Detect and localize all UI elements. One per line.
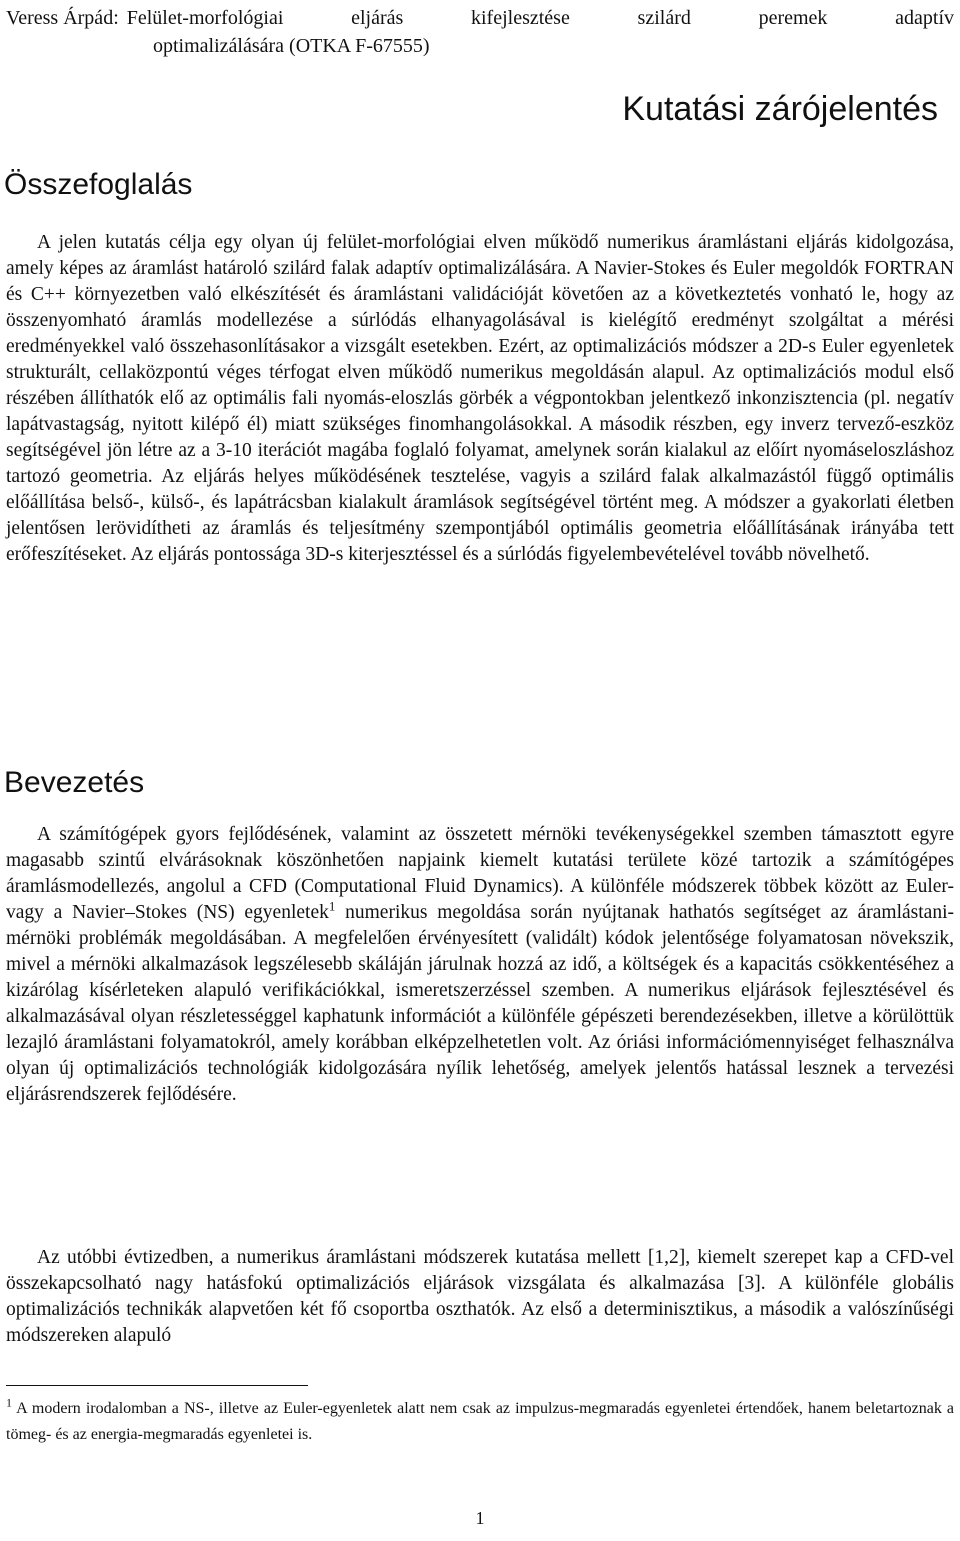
running-header bbox=[6, 4, 954, 60]
footnote-text: A modern irodalomban a NS-, illetve az Euler-egyenletek alatt nem csak az impulzus-megmaradás egyenletei értendőek, hanem beletartoznak a tömeg- és az energia-megmaradás egyenletei is. bbox=[6, 1400, 954, 1443]
intro-heading: Bevezetés bbox=[4, 766, 145, 799]
intro-p1-text-b: numerikus megoldása során nyújtanak hathatós segítséget az áramlástani-mérnöki problémák megoldásában. A megfelelően érvényesített (validált) kódok jelentősége folyamatosan növekszik, mivel a mérnöki alkalmazások legszélesebb skáláján járulnak hozzá az idő, a költségek és a kapacitás csökkentéséhez a kizárólag kísérleteken alapuló verifikációkkal, ismeretszerzéssel szemben. A numerikus eljárások fejlesztésével és alkalmazásával olyan részletességgel kaphatunk információt a különféle gépészeti berendezésekben, illetve a körülöttük lezajló áramlástani folyamatokról, amely korábban elképzelhetetlen volt. Az óriási információmennyiséget felhasználva olyan új optimalizációs technológiák kidolgozására nyílik lehetőség, amelyek jelentős hatással lesznek a tervezési eljárásrendszerek fejlődésére. bbox=[6, 902, 954, 1105]
page-number: 1 bbox=[475, 1508, 485, 1528]
footnote-marker: 1 bbox=[6, 1395, 12, 1410]
summary-heading: Összefoglalás bbox=[4, 168, 193, 201]
footnote bbox=[6, 1396, 954, 1448]
intro-p1-text-a: A számítógépek gyors fejlődésének, valamint az összetett mérnöki tevékenységekkel szemben támasztott egyre magasabb szintű elvárásoknak köszönhetően napjaink kiemelt kutatási területe közé tartozik a számítógépes áramlásmodellezés, angolul a CFD (Computational Fluid Dynamics). A különféle módszerek többek között az Euler- vagy a Navier–Stokes (NS) egyenletek bbox=[6, 824, 954, 923]
footnote-reference[interactable]: 1 bbox=[328, 898, 336, 914]
intro-paragraph-2: Az utóbbi évtizedben, a numerikus áramlástani módszerek kutatása mellett [1,2], kiemelt szerepet kap a CFD-vel összekapcsolható nagy hatásfokú optimalizációs eljárások vizsgálata és alkalmazása [3]. A különféle globális optimalizációs technikák alapvetően két fő csoportba oszthatók. Az első a determinisztikus, a második a valószínűségi módszereken alapuló bbox=[6, 1247, 954, 1346]
document-title: Kutatási zárójelentés bbox=[622, 90, 938, 128]
header-title-line2: optimalizálására (OTKA F-67555) bbox=[153, 35, 430, 57]
footnote-divider bbox=[6, 1385, 308, 1386]
header-title-line1: Felület-morfológiai eljárás kifejlesztése szilárd peremek adaptív bbox=[126, 7, 954, 29]
header-author: Veress Árpád: bbox=[6, 7, 119, 29]
intro-paragraph-1 bbox=[6, 822, 954, 1108]
summary-paragraph: A jelen kutatás célja egy olyan új felület-morfológiai elven működő numerikus áramlástani eljárás kidolgozása, amely képes az áramlást határoló szilárd falak adaptív optimalizálására. A Navier-Stokes és Euler megoldók FORTRAN és C++ környezetben való elkészítését és áramlástani validációját követően az a következtetés vonható le, hogy az összenyomható áramlás modellezése a súrlódás elhanyagolásával is kielégítő eredményt szolgáltat a mérési eredményekkel való összehasonlításakor a vizsgált esetekben. Ezért, az optimalizációs módszer a 2D-s Euler egyenletek strukturált, cellaközpontú véges térfogat elven működő numerikus megoldásán alapul. Az optimalizációs modul első részében állíthatók elő az optimális fali nyomás-eloszlás görbék a végpontokban jelentkező inkonzisztencia (pl. negatív lapátvastagság, nyitott kilépő él) miatt szükséges finomhangolásokkal. A második részben, egy inverz tervező-eszköz segítségével jön létre az a 3-10 iterációt magába foglaló folyamat, amelynek során kialakul az előírt nyomáseloszláshoz tartozó geometria. Az eljárás helyes működésének tesztelése, vagyis a szilárd falak alkalmazástól függő optimális előállítása belső-, külső-, és lapátrácsban kialakult áramlások segítségével történt meg. A módszer a gyakorlati életben jelentősen lerövidítheti az áramlás és teljesítmény szempontjából optimális geometria előállításának irányába tett erőfeszítéseket. Az eljárás pontossága 3D-s kiterjesztéssel és a súrlódás figyelembevételével tovább növelhető. bbox=[6, 232, 954, 565]
